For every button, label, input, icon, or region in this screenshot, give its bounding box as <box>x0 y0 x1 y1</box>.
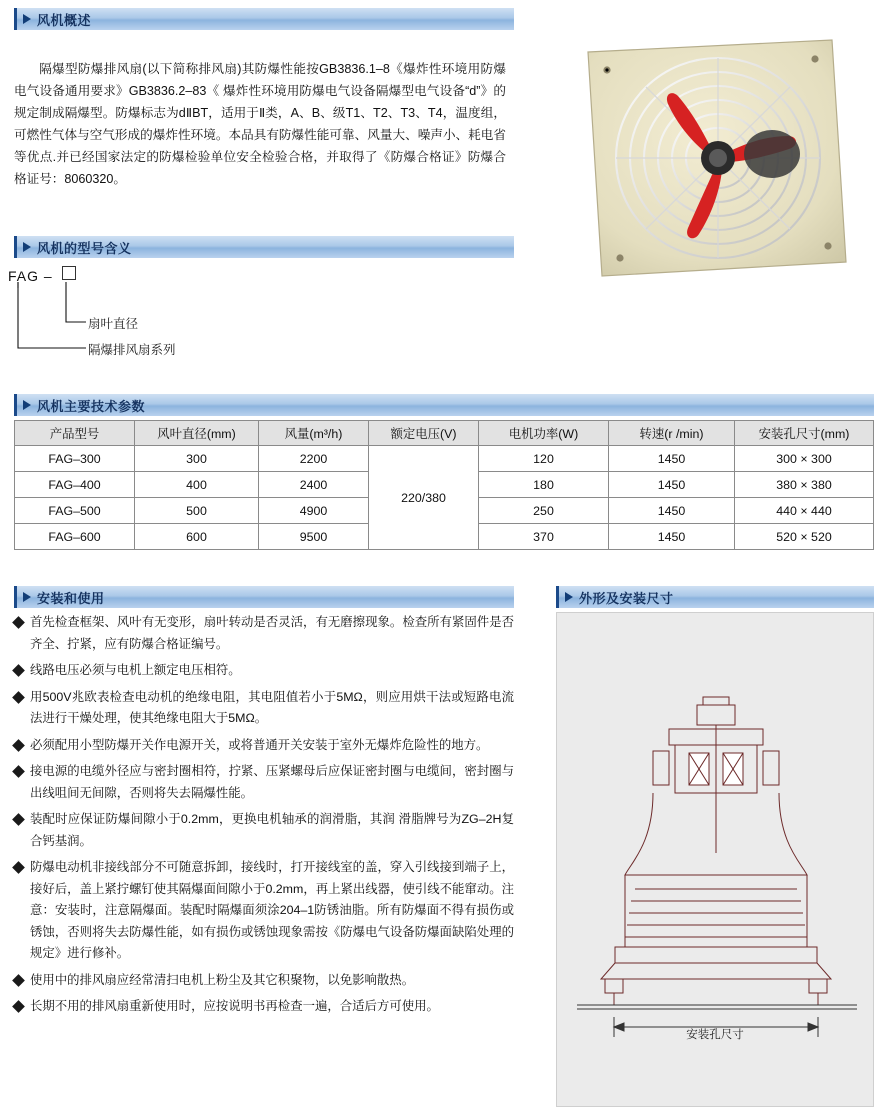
list-item <box>14 660 514 682</box>
list-item <box>14 970 514 992</box>
col-diameter: 风叶直径(mm) <box>135 421 259 446</box>
diamond-bullet-icon <box>12 616 25 629</box>
section-header-install <box>14 586 514 608</box>
cell-power: 120 <box>479 446 609 472</box>
list-item-text: 必须配用小型防爆开关作电源开关，或将普通开关安装于室外无爆炸危险性的地方。 <box>30 737 489 752</box>
model-label-blade-diameter: 扇叶直径 <box>88 317 139 331</box>
diamond-bullet-icon <box>12 739 25 752</box>
cell-hole: 380 × 380 <box>735 472 874 498</box>
diamond-bullet-icon <box>12 861 25 874</box>
list-item-text: 线路电压必须与电机上额定电压相符。 <box>30 663 241 677</box>
install-instructions-list <box>14 612 514 1023</box>
cell-model: FAG–300 <box>15 446 135 472</box>
cell-hole: 300 × 300 <box>735 446 874 472</box>
cell-power: 250 <box>479 498 609 524</box>
cell-speed: 1450 <box>609 524 735 550</box>
cell-power: 180 <box>479 472 609 498</box>
cell-hole: 440 × 440 <box>735 498 874 524</box>
cell-diameter: 400 <box>135 472 259 498</box>
section-header-drawing <box>556 586 874 608</box>
cell-airflow: 9500 <box>259 524 369 550</box>
cell-airflow: 2200 <box>259 446 369 472</box>
cell-model: FAG–400 <box>15 472 135 498</box>
section-title-overview: 风机概述 <box>37 12 92 28</box>
diamond-bullet-icon <box>12 765 25 778</box>
diamond-bullet-icon <box>12 1000 25 1013</box>
list-item-text: 用500V兆欧表检查电动机的绝缘电阻，其电阻值若小于5MΩ，则应用烘干法或短路电流法进行干燥处理，使其绝缘电阻大于5MΩ。 <box>30 689 514 725</box>
col-hole-size: 安装孔尺寸(mm) <box>735 421 874 446</box>
section-title-install: 安装和使用 <box>37 590 105 606</box>
overview-paragraph <box>14 58 506 190</box>
cell-airflow: 2400 <box>259 472 369 498</box>
section-title-drawing: 外形及安装尺寸 <box>579 590 674 606</box>
list-item-text: 装配时应保证防爆间隙小于0.2mm，更换电机轴承的润滑脂，其润 滑脂牌号为ZG–2H复合钙基润。 <box>30 812 514 848</box>
list-item <box>14 687 514 730</box>
list-item <box>14 612 514 655</box>
model-code-box <box>62 266 76 280</box>
diamond-bullet-icon <box>12 691 25 704</box>
section-header-overview <box>14 8 514 30</box>
diamond-bullet-icon <box>12 664 25 677</box>
col-speed: 转速(r /min) <box>609 421 735 446</box>
cell-model: FAG–500 <box>15 498 135 524</box>
cell-speed: 1450 <box>609 472 735 498</box>
model-code-text: FAG – <box>8 268 53 284</box>
triangle-icon <box>23 14 31 24</box>
list-item <box>14 996 514 1018</box>
cell-power: 370 <box>479 524 609 550</box>
cell-speed: 1450 <box>609 446 735 472</box>
triangle-icon <box>565 592 573 602</box>
model-label-series: 隔爆排风扇系列 <box>88 343 176 357</box>
list-item-text: 防爆电动机非接线部分不可随意拆卸，接线时，打开接线室的盖，穿入引线接到端子上，接好后，盖上紧拧螺钉使其隔爆面间隙小于0.2mm，再上紧出线器，使引线不能窜动。注意：安装时，注意隔爆面。装配时隔爆面须涂204–1防锈油脂。所有防爆面不得有损伤或锈蚀，否则将失去防爆性能，如有损伤或锈蚀现象需按《防爆电气设备防爆面缺陷处理的规定》进行修补。 <box>30 860 514 960</box>
diamond-bullet-icon <box>12 974 25 987</box>
section-title-params: 风机主要技术参数 <box>37 398 146 414</box>
col-voltage: 额定电压(V) <box>369 421 479 446</box>
col-airflow: 风量(m³/h) <box>259 421 369 446</box>
cell-diameter: 600 <box>135 524 259 550</box>
diamond-bullet-icon <box>12 813 25 826</box>
col-motor-power: 电机功率(W) <box>479 421 609 446</box>
cell-hole: 520 × 520 <box>735 524 874 550</box>
table-header-row <box>15 421 874 446</box>
section-title-model: 风机的型号含义 <box>37 240 132 256</box>
list-item-text: 使用中的排风扇应经常清扫电机上粉尘及其它积聚物，以免影响散热。 <box>30 972 415 987</box>
cell-diameter: 500 <box>135 498 259 524</box>
cell-airflow: 4900 <box>259 498 369 524</box>
triangle-icon <box>23 400 31 410</box>
cell-diameter: 300 <box>135 446 259 472</box>
section-header-params <box>14 394 874 416</box>
list-item <box>14 809 514 852</box>
overview-body: 隔爆型防爆排风扇(以下简称排风扇)其防爆性能按GB3836.1–8《爆炸性环境用防爆电气设备通用要求》GB3836.2–83《 爆炸性环境用防爆电气设备隔爆型电气设备“d”》的规定制成隔爆型。防爆标志为dⅡBT，适用于Ⅱ类，A、B、级T1、T2、T3、T4，温度组，可燃性气体与空气形成的爆炸性环境。本品具有防爆性能可靠、风量大、噪声小、耗电省等优点.并已经国家法定的防爆检验单位安全检验合格，并取得了《防爆合格证》防爆合格证号：8060320。 <box>14 62 506 186</box>
parameters-table <box>14 420 874 550</box>
list-item-text: 接电源的电缆外径应与密封圈相符，拧紧、压紧螺母后应保证密封圈与电缆间，密封圈与出线咀间无间隙，否则将失去隔爆性能。 <box>30 764 514 800</box>
dimension-label: 安装孔尺寸 <box>686 1029 744 1041</box>
cell-voltage-merged: 220/380 <box>369 446 479 550</box>
cell-speed: 1450 <box>609 498 735 524</box>
list-item <box>14 735 514 757</box>
list-item-text: 首先检查框架、风叶有无变形，扇叶转动是否灵活，有无磨擦现象。检查所有紧固件是否齐全、拧紧，应有防爆合格证编号。 <box>30 615 514 651</box>
list-item <box>14 761 514 804</box>
list-item <box>14 857 514 965</box>
triangle-icon <box>23 592 31 602</box>
table-row <box>15 446 874 472</box>
col-model: 产品型号 <box>15 421 135 446</box>
model-leader-lines <box>8 280 238 390</box>
triangle-icon <box>23 242 31 252</box>
fan-photo-svg <box>560 30 870 288</box>
model-naming-diagram <box>0 262 520 380</box>
fan-product-photo <box>560 30 870 288</box>
list-item-text: 长期不用的排风扇重新使用时，应按说明书再检查一遍，合适后方可使用。 <box>30 999 439 1013</box>
dimension-drawing-panel <box>556 612 874 1107</box>
cell-model: FAG–600 <box>15 524 135 550</box>
section-header-model <box>14 236 514 258</box>
